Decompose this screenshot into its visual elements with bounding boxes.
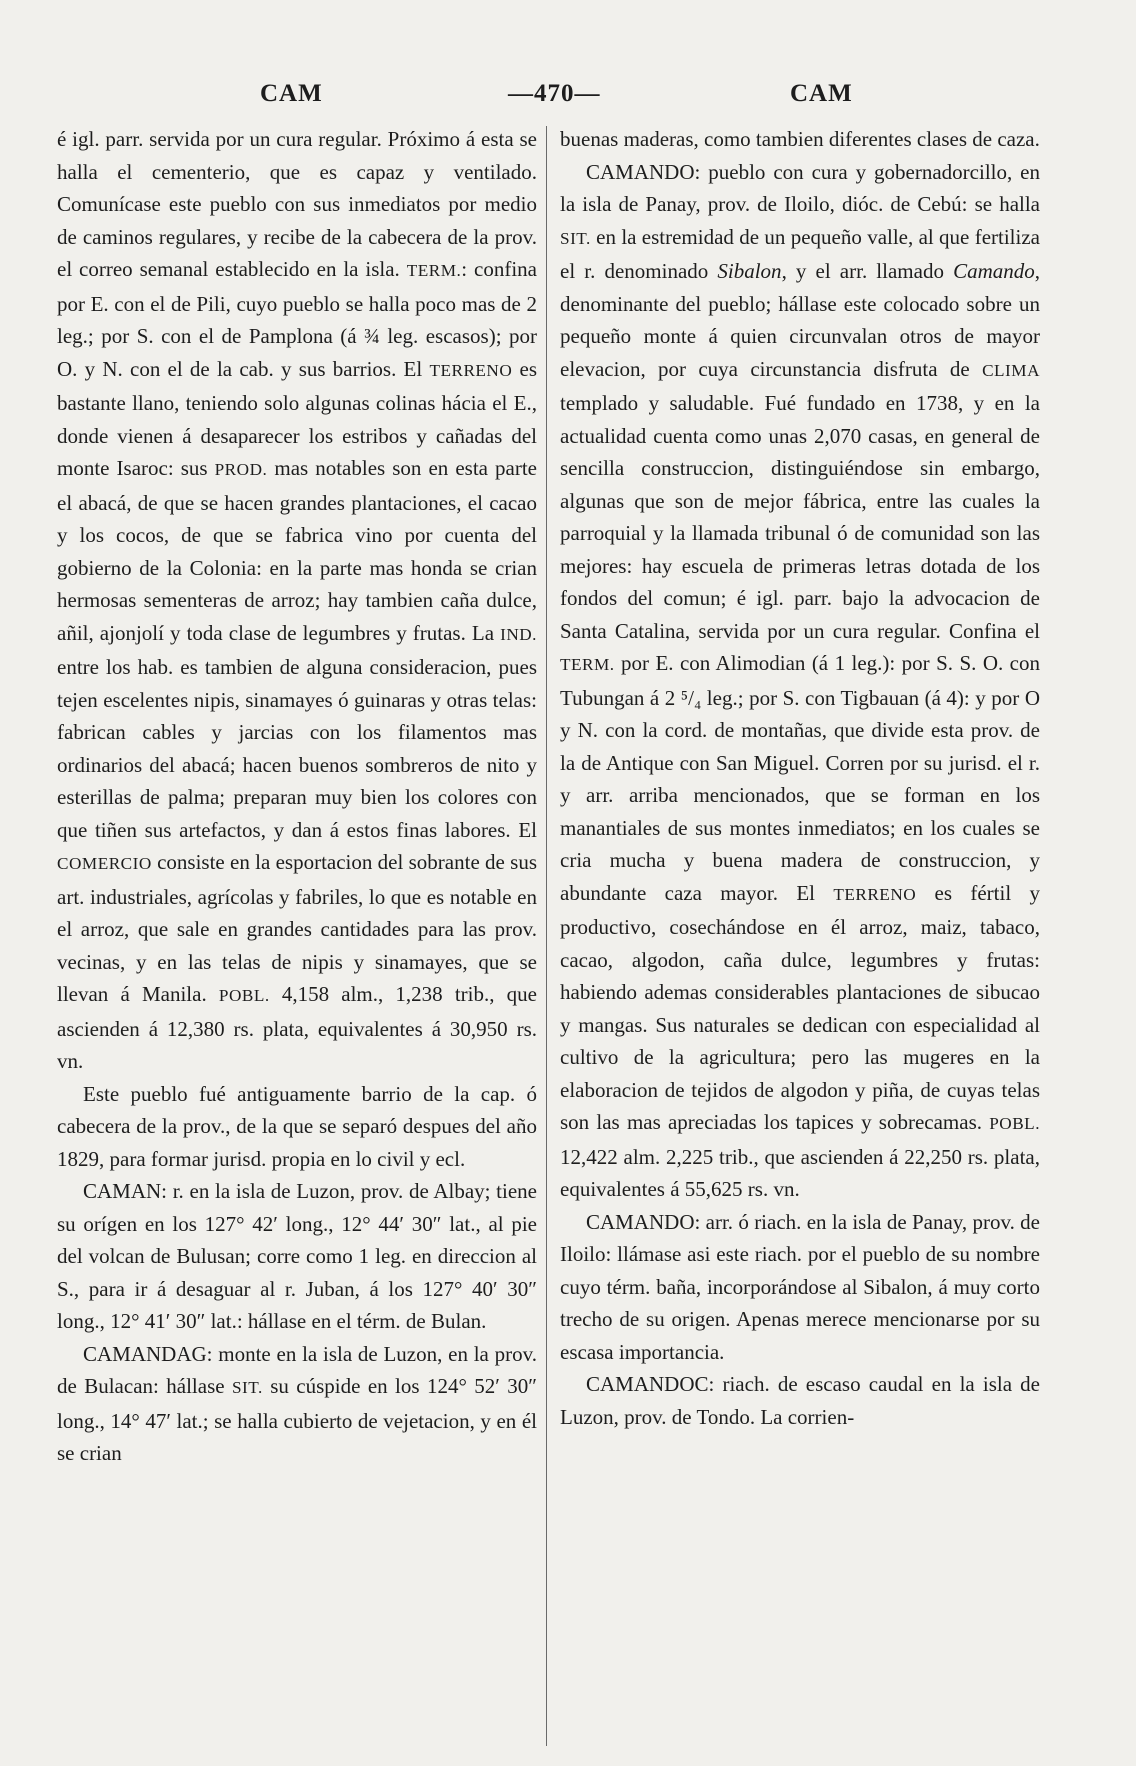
paragraph-camandag-continued: buenas maderas, como tambien diferentes clases de caza. (560, 127, 1040, 151)
column-divider (546, 126, 547, 1746)
text-run: su cúspide en los 124° 52′ 30″ long., 14° 47′ lat.; se halla cubierto de vejetacion, y en él se crian (57, 1374, 537, 1465)
abbr-prod: PROD. (214, 460, 268, 479)
entry-caman: CAMAN: r. en la isla de Luzon, prov. de Albay; tiene su orígen en los 127° 42′ long., 12° 44′ 30″ lat., al pie del volcan de Bulusan; corre como 1 leg. en direccion al S., para ir á desaguar al r. Juban, á los 127° 40′ 30″ long., 12° 41′ 30″ lat.: hállase en el térm. de Bulan. (57, 1179, 537, 1333)
text-run: en la estremidad de un pequeño valle, al que fertiliza el r. denominado (560, 224, 1040, 283)
abbr-term: TERM. (560, 655, 615, 674)
abbr-comercio: COMERCIO (57, 854, 152, 873)
abbr-terreno: TERRENO (833, 884, 917, 904)
text-run: 12,422 alm. 2,225 trib., que ascienden á 22,250 rs. plata, equivalentes á 55,625 rs. vn. (560, 1144, 1040, 1201)
text-run: templado y saludable. Fué fundado en 1738, y en la actualidad cuenta como unas 2,070 casas, en general de sencilla construccion, distinguiéndose sin embargo, algunas que son de mejor fábrica, entre las cuales la parroquial y la llamada tribunal ó de comunidad son las mejores: hay escuela de primeras letras dotada de los fondos del comun; é igl. parr. bajo la advocacion de Santa Catalina, servida por un cura regular. Confina el (560, 391, 1040, 643)
text-run: CAMANDAG: monte en la isla de Luzon, en la prov. de Bulacan: hállase (57, 1341, 537, 1398)
abbr-sit: SIT. (560, 228, 591, 248)
paragraph-history: Este pueblo fué antiguamente barrio de la cap. ó cabecera de la prov., de la que se separó despues del año 1829, para formar jurisd. propia en lo civil y ecl. (57, 1081, 537, 1171)
abbr-ind: IND. (500, 624, 537, 644)
text-run: entre los hab. es tambien de alguna consideracion, pues tejen escelentes nipis, sinamayes ó guinaras y otras telas: fabrican cables y jarcias con los filamentos mas ordinarios del abacá; hacen buenos sombreros de nito y esterillas de palma; preparan muy bien los colores con que tiñen sus artefactos, y dan á estos finas labores. El (57, 655, 537, 842)
header-right-entry: CAM (790, 80, 853, 107)
text-run: 4,158 alm., 1,238 trib., que ascienden á 12,380 rs. plata, equivalentes á 30,950 rs. vn. (57, 982, 537, 1073)
page-header (58, 80, 1078, 114)
italic-name-camando: Camando (953, 259, 1035, 283)
entry-camando-pueblo (560, 156, 1040, 1206)
text-run: é igl. parr. servida por un cura regular. Próximo á esta se halla el cementerio, que es capaz y ventilado. Comunícase este pueblo con sus inmediatos por medio de caminos regulares, y recibe de la cabecera de la prov. el correo semanal establecido en la isla. (57, 127, 537, 281)
page-number: —470— (508, 80, 601, 107)
text-run: CAMANDO: pueblo con cura y gobernadorcillo, en la isla de Panay, prov. de Iloilo, dióc. de Cebú: se halla (560, 159, 1040, 216)
paragraph-camalig-continued (57, 123, 537, 1078)
abbr-term: TERM. (406, 261, 462, 280)
text-run: : confina por E. con el de Pili, cuyo pueblo se halla poco mas de 2 leg.; por S. con el de Pamplona (á ¾ leg. escasos); por O. y N. con el de la cab. y sus barrios. El (57, 257, 537, 381)
text-run: , denominante del pueblo; hállase este colocado sobre un pequeño monte á quien circunvalan otros de mayor elevacion, por cuya circunstancia disfruta de (560, 259, 1040, 381)
text-run: es fértil y productivo, cosechándose en él arroz, maiz, tabaco, cacao, algodon, caña dulce, legumbres y frutas: habiendo ademas considerables plantaciones de sibucao y mangas. Sus naturales se dedican con especialidad al cultivo de la agricultura; pero las mugeres en la elaboracion de tejidos de algodon y piña, de cuyas telas son las mas apreciadas los tapices y sobrecamas. (560, 880, 1040, 1134)
right-column (560, 123, 1040, 1433)
abbr-clima: CLIMA (982, 360, 1040, 380)
text-run: consiste en la esportacion del sobrante de sus art. industriales, agrícolas y fabriles, lo que es notable en el arroz, que sale en grandes cantidades para las prov. vecinas, y en las telas de nipis y sinamayes, que se llevan á Manila. (57, 850, 537, 1006)
text-run: mas notables son en esta parte el abacá, de que se hacen grandes plantaciones, el cacao y los cocos, de que se fabrica vino por cuenta del gobierno de la Colonia: en la parte mas honda se crian hermosas sementeras de arroz; hay tambien caña dulce, añil, ajonjolí y toda clase de legumbres y frutas. La (57, 456, 537, 645)
entry-camando-arroyo: CAMANDO: arr. ó riach. en la isla de Panay, prov. de Iloilo: llámase asi este riach. por el pueblo de su nombre cuyo térm. baña, incorporándose al Sibalon, á muy corto trecho de su origen. Apenas merece mencionarse por su escasa importancia. (560, 1209, 1040, 1364)
left-column (57, 123, 537, 1470)
abbr-sit: SIT. (231, 1378, 263, 1397)
text-run: es bastante llano, teniendo solo algunas colinas hácia el E., donde vienen á desaparecer los estribos y cañadas del monte Isaroc: sus (57, 356, 537, 480)
header-left-entry: CAM (260, 80, 323, 107)
entry-camandag (57, 1338, 537, 1470)
abbr-pobl: POBL. (989, 1114, 1040, 1133)
text-run: , y el arr. llamado (781, 259, 954, 283)
italic-name-sibalon: Sibalon (717, 259, 782, 283)
text-run: por E. con Alimodian (á 1 leg.): por S. S. O. con Tubungan á 2 ⁵/₄ leg.; por S. con Tigbauan (á 4): y por O y N. con la cord. de montañas, que divide esta prov. de la de Antique con San Miguel. Corren por su jurisd. el r. y arr. arriba mencionados, que se forman en los manantiales de sus montes inmediatos; en los cuales se cria mucha y buena madera de construccion, y abundante caza mayor. El (560, 651, 1040, 905)
abbr-terreno: TERRENO (429, 360, 513, 380)
abbr-pobl: POBL. (218, 986, 270, 1005)
entry-camandoc: CAMANDOC: riach. de escaso caudal en la isla de Luzon, prov. de Tondo. La corrien- (560, 1372, 1040, 1429)
